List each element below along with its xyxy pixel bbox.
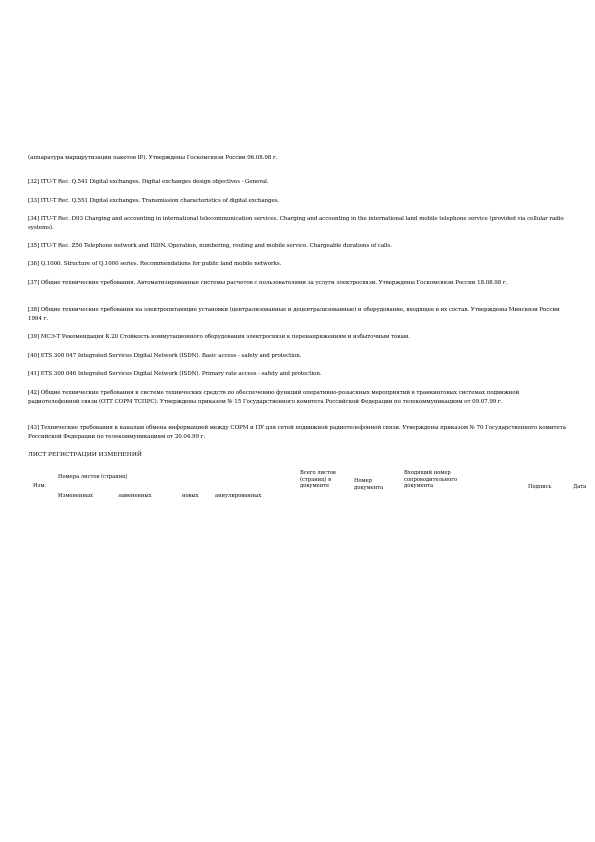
reference-37: [37] Общие технические требования. Автоматизированные системы расчетов с пользователями за услуги электросвязи. Утверждены Госкомсвязи России 18.08.98 г. bbox=[28, 280, 508, 286]
sub-new: новых bbox=[182, 493, 199, 499]
reference-continuation: (аппаратура маршрутизации пакетов IP). Утверждены Госкомсвязи России 06.08.98 г. bbox=[28, 155, 278, 161]
section-title: ЛИСТ РЕГИСТРАЦИИ ИЗМЕНЕНИЙ bbox=[28, 452, 142, 458]
reference-41: [41] ETS 300 046 Integrated Services Digital Network (ISDN). Primary rate access - safety and protection. bbox=[28, 371, 322, 377]
reference-42: [42] Общие технические требования к системе технических средств по обеспечению функций оперативно-розыскных мероприятий в транкинговых системах подвижной радиотелефонной связи (ОТТ СОРМ ТСПРС). Утверждены приказом № 15 Государственного комитета Российской Федерации по телекоммуникациям от 09.07.99 г. bbox=[28, 390, 520, 405]
sub-changed: Измененных bbox=[58, 493, 93, 499]
reference-39: [39] МСЭ-Т Рекомендация К.20 Стойкость коммутационного оборудования электросвязи к перенапряжениям и избыточным токам. bbox=[28, 334, 410, 340]
reference-33: [33] ITU-T Rec. Q.551 Digital exchanges. Transmission characteristics of digital exchanges. bbox=[28, 198, 280, 204]
col-sheet-numbers: Номера листов (страниц) bbox=[58, 474, 128, 480]
col-date: Дата bbox=[573, 484, 587, 490]
reference-40: [40] ETS 300 047 Integrated Services Digital Network (ISDN). Basic access - safety and protection. bbox=[28, 353, 302, 359]
sub-cancelled: аннулированных bbox=[215, 493, 262, 499]
col-incoming: Входящий номер сопроводительного документа bbox=[404, 470, 458, 490]
col-change: Изм. bbox=[33, 483, 47, 489]
reference-34: [34] ITU-T Rec. D93 Charging and accounting in international telecommunication services. Charging and accounting in the international land mobile telephone service (provided via cellular radio systems). bbox=[28, 216, 564, 231]
col-doc-number: Номер документа bbox=[354, 478, 384, 491]
col-total-sheets: Всего листов (страниц) в документе bbox=[300, 470, 336, 490]
reference-35: [35] ITU-T Rec. Z50 Telephone network and ISDN. Operation, numbering, routing and mobile service. Chargeable durations of calls. bbox=[28, 243, 392, 249]
sub-replaced: замененных bbox=[118, 493, 152, 499]
reference-32: [32] ITU-T Rec. Q.541 Digital exchanges. Digital exchanges design objectives - General. bbox=[28, 179, 269, 185]
reference-38: [38] Общие технические требования на электропитающие установки (централизованные и децентрализованные) и оборудование, входящее в их состав. Утверждены Минсвязи России 1994 г. bbox=[28, 307, 560, 322]
col-signature: Подпись bbox=[528, 484, 552, 490]
reference-36: [36] Q.1000. Structure of Q.1000 series. Recommendations for public land mobile networks. bbox=[28, 261, 282, 267]
reference-43: [43] Технические требования к каналам обмена информацией между СОРМ и ПУ для сетей подвижной радиотелефонной связи. Утверждены приказом № 70 Государственного комитета Российской Федерации по телекоммуникациям от 20.04.99 г. bbox=[28, 425, 566, 440]
